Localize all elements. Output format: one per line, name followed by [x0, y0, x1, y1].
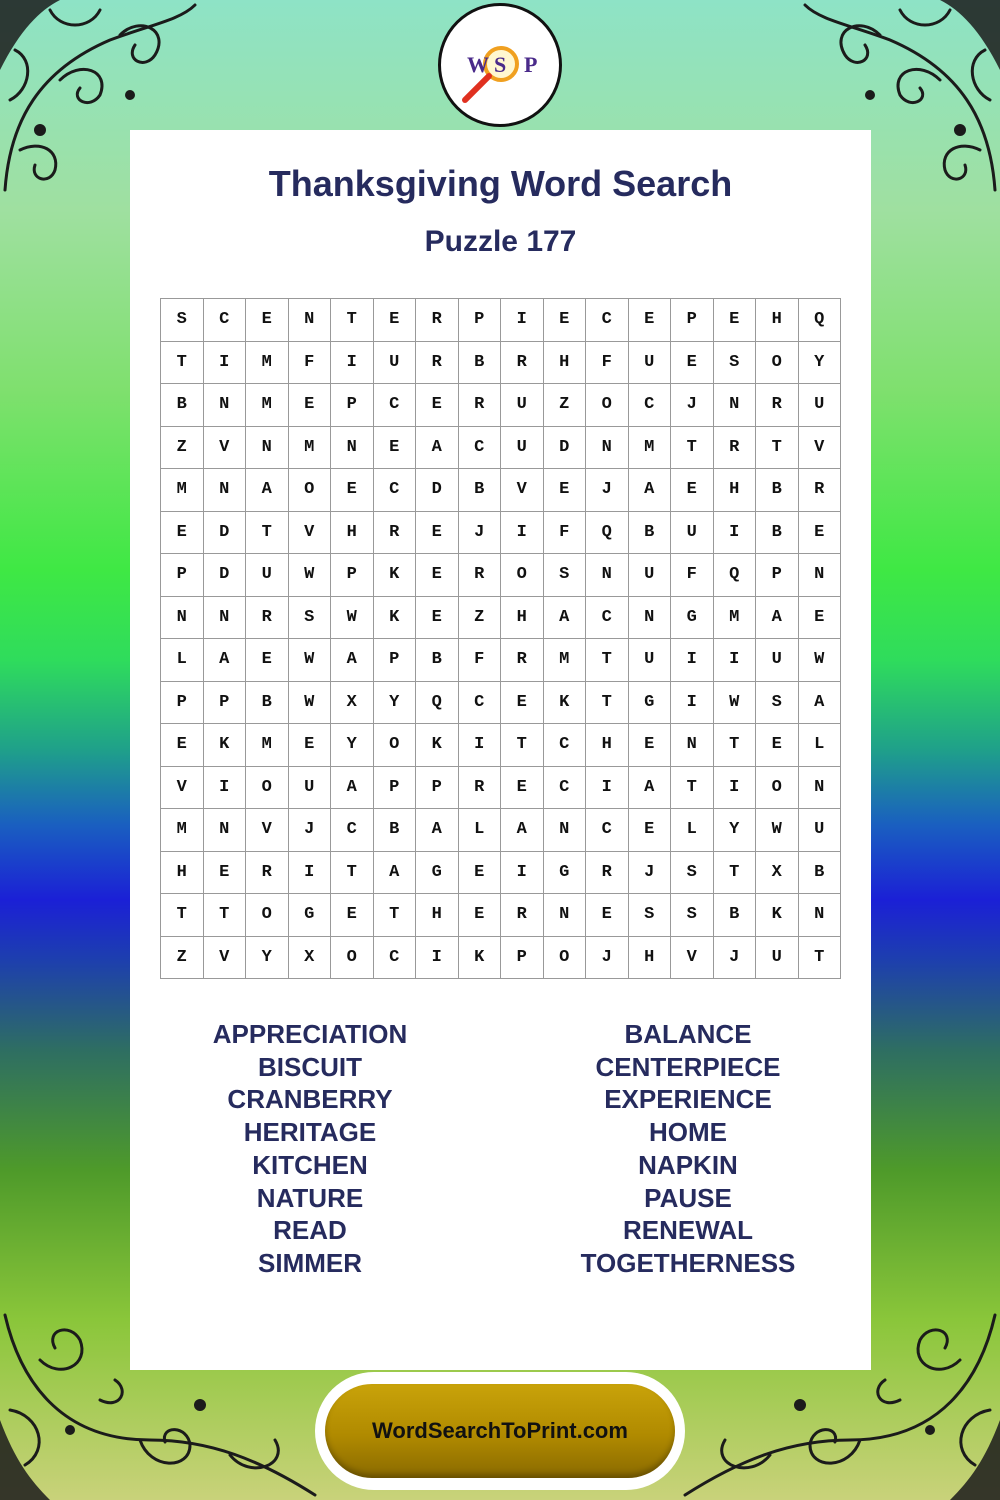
grid-cell[interactable]: B: [714, 894, 757, 937]
grid-cell[interactable]: N: [544, 809, 587, 852]
grid-cell[interactable]: O: [544, 937, 587, 980]
grid-cell[interactable]: U: [756, 639, 799, 682]
grid-cell[interactable]: U: [756, 937, 799, 980]
word-list-item: CENTERPIECE: [595, 1051, 781, 1082]
site-banner[interactable]: [315, 1372, 685, 1490]
puzzle-title: Thanksgiving Word Search: [268, 163, 733, 204]
grid-cell[interactable]: H: [586, 724, 629, 767]
grid-cell[interactable]: E: [756, 724, 799, 767]
grid-cell[interactable]: P: [374, 639, 417, 682]
grid-cell[interactable]: A: [501, 809, 544, 852]
grid-cell[interactable]: E: [671, 469, 714, 512]
grid-cell[interactable]: I: [331, 342, 374, 385]
grid-cell[interactable]: T: [161, 342, 204, 385]
grid-cell[interactable]: P: [161, 554, 204, 597]
grid-cell[interactable]: E: [161, 512, 204, 555]
grid-cell[interactable]: C: [459, 682, 502, 725]
word-list-item: BALANCE: [624, 1019, 752, 1049]
grid-cell[interactable]: O: [501, 554, 544, 597]
grid-cell[interactable]: H: [629, 937, 672, 980]
grid-cell[interactable]: T: [799, 937, 842, 980]
grid-cell[interactable]: O: [331, 937, 374, 980]
grid-cell[interactable]: A: [544, 597, 587, 640]
grid-cell[interactable]: O: [246, 767, 289, 810]
grid-cell[interactable]: C: [204, 299, 247, 342]
grid-cell[interactable]: M: [161, 809, 204, 852]
grid-cell[interactable]: V: [204, 937, 247, 980]
grid-cell[interactable]: C: [544, 724, 587, 767]
grid-cell[interactable]: B: [459, 342, 502, 385]
grid-cell[interactable]: B: [459, 469, 502, 512]
grid-cell[interactable]: U: [629, 342, 672, 385]
grid-cell[interactable]: E: [374, 299, 417, 342]
grid-cell[interactable]: H: [416, 894, 459, 937]
grid-cell[interactable]: E: [671, 342, 714, 385]
grid-cell[interactable]: N: [161, 597, 204, 640]
grid-cell[interactable]: I: [416, 937, 459, 980]
grid-cell[interactable]: A: [331, 767, 374, 810]
magnifier-icon: [441, 6, 559, 124]
grid-cell[interactable]: N: [204, 597, 247, 640]
grid-cell[interactable]: E: [714, 299, 757, 342]
site-url: WordSearchToPrint.com: [372, 1418, 628, 1443]
grid-cell[interactable]: M: [246, 724, 289, 767]
grid-cell[interactable]: V: [671, 937, 714, 980]
grid-cell[interactable]: Y: [714, 809, 757, 852]
grid-cell[interactable]: G: [629, 682, 672, 725]
grid-cell[interactable]: E: [629, 299, 672, 342]
grid-cell[interactable]: C: [629, 384, 672, 427]
grid-cell[interactable]: E: [586, 894, 629, 937]
grid-cell[interactable]: A: [204, 639, 247, 682]
grid-cell[interactable]: O: [289, 469, 332, 512]
grid-cell[interactable]: E: [289, 384, 332, 427]
grid-cell[interactable]: X: [289, 937, 332, 980]
word-list-item: HOME: [649, 1117, 727, 1148]
grid-cell[interactable]: C: [459, 427, 502, 470]
grid-cell[interactable]: R: [374, 512, 417, 555]
grid-cell[interactable]: T: [671, 767, 714, 810]
grid-cell[interactable]: C: [586, 299, 629, 342]
grid-cell[interactable]: P: [331, 384, 374, 427]
grid-cell[interactable]: C: [586, 597, 629, 640]
grid-cell[interactable]: T: [501, 724, 544, 767]
grid-cell[interactable]: L: [799, 724, 842, 767]
grid-cell[interactable]: V: [246, 809, 289, 852]
grid-cell[interactable]: E: [416, 512, 459, 555]
grid-cell[interactable]: N: [629, 597, 672, 640]
grid-cell[interactable]: R: [459, 554, 502, 597]
grid-cell[interactable]: D: [544, 427, 587, 470]
grid-cell[interactable]: I: [204, 767, 247, 810]
grid-cell[interactable]: I: [204, 342, 247, 385]
grid-cell[interactable]: Y: [374, 682, 417, 725]
grid-cell[interactable]: I: [501, 299, 544, 342]
grid-cell[interactable]: W: [799, 639, 842, 682]
grid-cell[interactable]: S: [289, 597, 332, 640]
word-list-item: NATURE: [256, 1182, 364, 1213]
grid-cell[interactable]: J: [629, 852, 672, 895]
grid-cell[interactable]: L: [459, 809, 502, 852]
grid-cell[interactable]: T: [246, 512, 289, 555]
grid-cell[interactable]: E: [629, 724, 672, 767]
grid-cell[interactable]: S: [714, 342, 757, 385]
grid-cell[interactable]: P: [161, 682, 204, 725]
grid-cell[interactable]: R: [756, 384, 799, 427]
grid-cell[interactable]: R: [416, 342, 459, 385]
grid-cell[interactable]: Q: [714, 554, 757, 597]
grid-cell[interactable]: M: [544, 639, 587, 682]
grid-cell[interactable]: E: [416, 597, 459, 640]
grid-cell[interactable]: T: [756, 427, 799, 470]
grid-cell[interactable]: B: [629, 512, 672, 555]
grid-cell[interactable]: N: [204, 809, 247, 852]
grid-cell[interactable]: A: [799, 682, 842, 725]
grid-cell[interactable]: T: [161, 894, 204, 937]
grid-cell[interactable]: S: [671, 894, 714, 937]
word-list-item: HERITAGE: [243, 1117, 377, 1148]
grid-cell[interactable]: E: [799, 597, 842, 640]
grid-cell[interactable]: F: [586, 342, 629, 385]
grid-cell[interactable]: N: [586, 427, 629, 470]
grid-cell[interactable]: K: [204, 724, 247, 767]
grid-cell[interactable]: Y: [246, 937, 289, 980]
grid-cell[interactable]: N: [204, 469, 247, 512]
grid-cell[interactable]: P: [416, 767, 459, 810]
grid-cell[interactable]: E: [459, 894, 502, 937]
grid-cell[interactable]: Q: [416, 682, 459, 725]
grid-cell[interactable]: B: [756, 512, 799, 555]
grid-cell[interactable]: W: [756, 809, 799, 852]
grid-cell[interactable]: H: [331, 512, 374, 555]
grid-cell[interactable]: V: [204, 427, 247, 470]
grid-cell[interactable]: R: [714, 427, 757, 470]
grid-cell[interactable]: E: [629, 809, 672, 852]
word-list-item: CRANBERRY: [227, 1084, 393, 1115]
letter-grid: [160, 298, 841, 979]
grid-cell[interactable]: C: [374, 469, 417, 512]
grid-cell[interactable]: U: [799, 384, 842, 427]
word-list-item: TOGETHERNESS: [580, 1247, 796, 1278]
grid-cell[interactable]: U: [501, 427, 544, 470]
grid-cell[interactable]: C: [544, 767, 587, 810]
grid-cell[interactable]: T: [331, 299, 374, 342]
grid-cell[interactable]: D: [204, 512, 247, 555]
grid-cell[interactable]: M: [629, 427, 672, 470]
grid-cell[interactable]: F: [544, 512, 587, 555]
word-list-left: [130, 1018, 490, 1280]
grid-cell[interactable]: P: [331, 554, 374, 597]
grid-cell[interactable]: V: [799, 427, 842, 470]
grid-cell[interactable]: R: [501, 342, 544, 385]
grid-cell[interactable]: R: [246, 597, 289, 640]
grid-cell[interactable]: J: [586, 937, 629, 980]
grid-cell[interactable]: U: [246, 554, 289, 597]
grid-cell[interactable]: J: [714, 937, 757, 980]
grid-cell[interactable]: M: [246, 384, 289, 427]
grid-cell[interactable]: Z: [161, 937, 204, 980]
grid-cell[interactable]: R: [459, 384, 502, 427]
grid-cell[interactable]: Q: [586, 512, 629, 555]
grid-cell[interactable]: K: [374, 597, 417, 640]
logo-letter-s: S: [494, 52, 507, 77]
grid-cell[interactable]: T: [586, 682, 629, 725]
grid-cell[interactable]: E: [544, 299, 587, 342]
grid-cell[interactable]: U: [629, 639, 672, 682]
grid-cell[interactable]: M: [289, 427, 332, 470]
word-list-item: SIMMER: [258, 1247, 362, 1278]
grid-cell[interactable]: C: [586, 809, 629, 852]
grid-cell[interactable]: B: [756, 469, 799, 512]
grid-cell[interactable]: T: [586, 639, 629, 682]
grid-cell[interactable]: E: [416, 384, 459, 427]
grid-cell[interactable]: B: [374, 809, 417, 852]
puzzle-card: [130, 130, 871, 1370]
logo-letter-p: P: [524, 52, 538, 77]
grid-cell[interactable]: W: [289, 639, 332, 682]
grid-cell[interactable]: G: [544, 852, 587, 895]
grid-cell[interactable]: E: [544, 469, 587, 512]
grid-cell[interactable]: A: [629, 469, 672, 512]
site-button[interactable]: [325, 1384, 675, 1478]
grid-cell[interactable]: P: [459, 299, 502, 342]
grid-cell[interactable]: E: [501, 767, 544, 810]
grid-cell[interactable]: E: [289, 724, 332, 767]
grid-cell[interactable]: T: [374, 894, 417, 937]
grid-cell[interactable]: E: [331, 894, 374, 937]
grid-cell[interactable]: M: [246, 342, 289, 385]
word-list-item: BISCUIT: [258, 1051, 362, 1082]
grid-cell[interactable]: F: [671, 554, 714, 597]
grid-cell[interactable]: M: [714, 597, 757, 640]
grid-cell[interactable]: E: [161, 724, 204, 767]
grid-cell[interactable]: T: [714, 852, 757, 895]
grid-cell[interactable]: Z: [544, 384, 587, 427]
grid-cell[interactable]: O: [246, 894, 289, 937]
grid-cell[interactable]: U: [501, 384, 544, 427]
grid-cell[interactable]: P: [756, 554, 799, 597]
grid-cell[interactable]: X: [331, 682, 374, 725]
word-list-item: APPRECIATION: [212, 1019, 408, 1049]
grid-cell[interactable]: E: [799, 512, 842, 555]
grid-cell[interactable]: A: [416, 809, 459, 852]
grid-cell[interactable]: P: [204, 682, 247, 725]
grid-cell[interactable]: N: [671, 724, 714, 767]
grid-cell[interactable]: I: [501, 512, 544, 555]
grid-cell[interactable]: P: [374, 767, 417, 810]
grid-cell[interactable]: N: [799, 894, 842, 937]
grid-cell[interactable]: E: [204, 852, 247, 895]
grid-cell[interactable]: U: [289, 767, 332, 810]
grid-cell[interactable]: R: [586, 852, 629, 895]
grid-cell[interactable]: B: [799, 852, 842, 895]
grid-cell[interactable]: O: [374, 724, 417, 767]
grid-cell[interactable]: A: [629, 767, 672, 810]
word-list-item: KITCHEN: [252, 1149, 368, 1180]
grid-cell[interactable]: A: [331, 639, 374, 682]
grid-cell[interactable]: I: [459, 724, 502, 767]
grid-cell[interactable]: R: [416, 299, 459, 342]
grid-cell[interactable]: R: [246, 852, 289, 895]
grid-cell[interactable]: E: [416, 554, 459, 597]
grid-cell[interactable]: H: [161, 852, 204, 895]
grid-cell[interactable]: Y: [799, 342, 842, 385]
word-list-item: READ: [273, 1215, 347, 1246]
grid-cell[interactable]: E: [246, 639, 289, 682]
grid-cell[interactable]: W: [289, 682, 332, 725]
grid-cell[interactable]: E: [374, 427, 417, 470]
grid-cell[interactable]: Z: [459, 597, 502, 640]
grid-cell[interactable]: C: [374, 384, 417, 427]
grid-cell[interactable]: I: [586, 767, 629, 810]
grid-cell[interactable]: V: [161, 767, 204, 810]
grid-cell[interactable]: J: [459, 512, 502, 555]
grid-cell[interactable]: I: [289, 852, 332, 895]
grid-cell[interactable]: S: [671, 852, 714, 895]
grid-cell[interactable]: A: [246, 469, 289, 512]
grid-cell[interactable]: N: [544, 894, 587, 937]
grid-cell[interactable]: V: [501, 469, 544, 512]
grid-cell[interactable]: I: [714, 767, 757, 810]
grid-cell[interactable]: R: [501, 639, 544, 682]
grid-cell[interactable]: R: [459, 767, 502, 810]
grid-cell[interactable]: W: [331, 597, 374, 640]
grid-cell[interactable]: W: [714, 682, 757, 725]
grid-cell[interactable]: C: [374, 937, 417, 980]
grid-cell[interactable]: K: [416, 724, 459, 767]
grid-cell[interactable]: S: [544, 554, 587, 597]
grid-cell[interactable]: J: [289, 809, 332, 852]
grid-cell[interactable]: U: [629, 554, 672, 597]
grid-cell[interactable]: K: [374, 554, 417, 597]
grid-cell[interactable]: G: [416, 852, 459, 895]
grid-cell[interactable]: O: [756, 767, 799, 810]
grid-cell[interactable]: I: [714, 639, 757, 682]
grid-cell[interactable]: N: [586, 554, 629, 597]
grid-cell[interactable]: T: [204, 894, 247, 937]
word-list-right: [508, 1018, 868, 1280]
grid-cell[interactable]: W: [289, 554, 332, 597]
grid-cell[interactable]: T: [714, 724, 757, 767]
grid-cell[interactable]: R: [501, 894, 544, 937]
grid-cell[interactable]: K: [756, 894, 799, 937]
word-list-item: PAUSE: [644, 1182, 732, 1213]
puzzle-number: Puzzle 177: [424, 225, 577, 258]
grid-cell[interactable]: P: [501, 937, 544, 980]
grid-cell[interactable]: O: [756, 342, 799, 385]
grid-cell[interactable]: S: [161, 299, 204, 342]
grid-cell[interactable]: I: [671, 639, 714, 682]
grid-cell[interactable]: O: [586, 384, 629, 427]
grid-cell[interactable]: Q: [799, 299, 842, 342]
grid-cell[interactable]: H: [544, 342, 587, 385]
grid-cell[interactable]: P: [671, 299, 714, 342]
wsp-logo[interactable]: [438, 3, 562, 127]
grid-cell[interactable]: V: [289, 512, 332, 555]
grid-cell[interactable]: I: [714, 512, 757, 555]
grid-cell[interactable]: N: [246, 427, 289, 470]
grid-cell[interactable]: N: [714, 384, 757, 427]
grid-cell[interactable]: D: [416, 469, 459, 512]
word-list-item: EXPERIENCE: [604, 1084, 772, 1115]
grid-cell[interactable]: B: [416, 639, 459, 682]
word-list-item: RENEWAL: [623, 1215, 753, 1246]
grid-cell[interactable]: U: [671, 512, 714, 555]
grid-cell[interactable]: F: [289, 342, 332, 385]
grid-cell[interactable]: D: [204, 554, 247, 597]
grid-cell[interactable]: I: [671, 682, 714, 725]
grid-cell[interactable]: N: [799, 554, 842, 597]
grid-cell[interactable]: Z: [161, 427, 204, 470]
grid-cell[interactable]: S: [629, 894, 672, 937]
grid-cell[interactable]: A: [374, 852, 417, 895]
grid-cell[interactable]: G: [671, 597, 714, 640]
grid-cell[interactable]: F: [459, 639, 502, 682]
grid-cell[interactable]: M: [161, 469, 204, 512]
grid-cell[interactable]: X: [756, 852, 799, 895]
grid-cell[interactable]: C: [331, 809, 374, 852]
word-list-item: NAPKIN: [638, 1149, 738, 1180]
grid-cell[interactable]: E: [246, 299, 289, 342]
logo-letter-w: W: [467, 52, 489, 77]
grid-cell[interactable]: K: [459, 937, 502, 980]
grid-cell[interactable]: J: [671, 384, 714, 427]
grid-cell[interactable]: N: [331, 427, 374, 470]
grid-cell[interactable]: A: [416, 427, 459, 470]
grid-cell[interactable]: E: [459, 852, 502, 895]
grid-cell[interactable]: H: [756, 299, 799, 342]
grid-cell[interactable]: R: [799, 469, 842, 512]
grid-cell[interactable]: A: [756, 597, 799, 640]
grid-cell[interactable]: Y: [331, 724, 374, 767]
grid-cell[interactable]: G: [289, 894, 332, 937]
grid-cell[interactable]: B: [161, 384, 204, 427]
grid-cell[interactable]: N: [289, 299, 332, 342]
grid-cell[interactable]: N: [799, 767, 842, 810]
grid-cell[interactable]: I: [501, 852, 544, 895]
grid-cell[interactable]: B: [246, 682, 289, 725]
grid-cell[interactable]: U: [374, 342, 417, 385]
grid-cell[interactable]: H: [501, 597, 544, 640]
grid-cell[interactable]: T: [671, 427, 714, 470]
grid-cell[interactable]: E: [501, 682, 544, 725]
grid-cell[interactable]: T: [331, 852, 374, 895]
grid-cell[interactable]: K: [544, 682, 587, 725]
grid-cell[interactable]: E: [331, 469, 374, 512]
grid-cell[interactable]: L: [671, 809, 714, 852]
grid-cell[interactable]: S: [756, 682, 799, 725]
grid-cell[interactable]: U: [799, 809, 842, 852]
grid-cell[interactable]: H: [714, 469, 757, 512]
grid-cell[interactable]: J: [586, 469, 629, 512]
grid-cell[interactable]: L: [161, 639, 204, 682]
grid-cell[interactable]: N: [204, 384, 247, 427]
